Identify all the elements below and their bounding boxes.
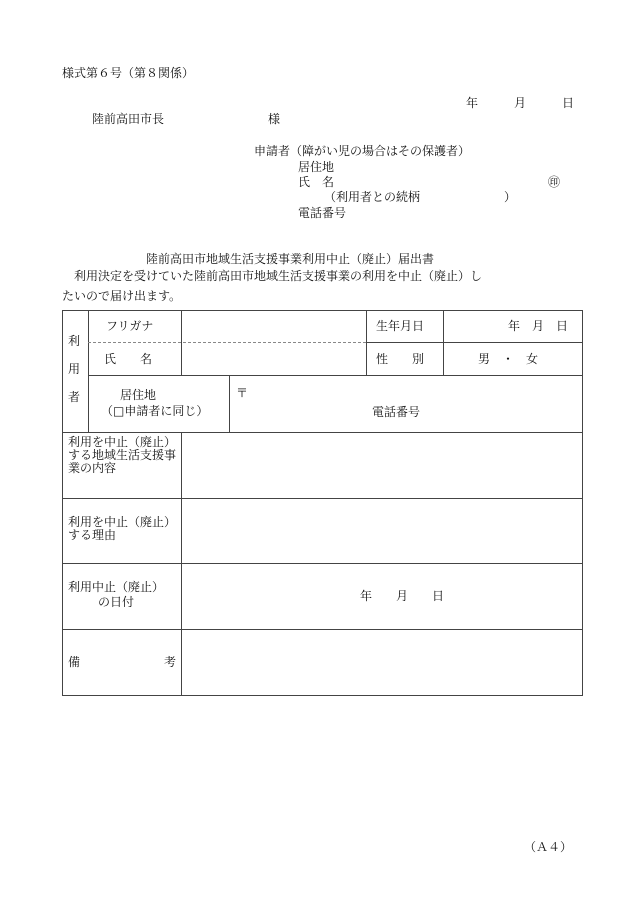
gender-value: 男 ・ 女 [478, 352, 539, 366]
honorific: 様 [268, 112, 281, 126]
form-number: 様式第６号（第８関係） [62, 66, 195, 80]
birthdate-value: 年 月 日 [508, 319, 569, 333]
user-side-label-2: 用 [68, 362, 81, 376]
addressee: 陸前高田市長 [92, 112, 165, 126]
user-address-label: 居住地 [120, 388, 157, 402]
intro-text-line-2: たいので届け出ます。 [62, 289, 182, 303]
document-title: 陸前高田市地域生活支援事業利用中止（廃止）届出書 [146, 252, 435, 266]
seal-mark: ㊞ [548, 175, 561, 189]
user-phone-label: 電話番号 [372, 405, 421, 419]
paper-size: （Ａ４） [524, 840, 573, 854]
applicant-address-label: 居住地 [298, 160, 335, 174]
intro-text-line-1: 利用決定を受けていた陸前高田市地域生活支援事業の利用を中止（廃止）し [62, 269, 483, 283]
applicant-relation: （利用者との続柄 ） [324, 190, 517, 204]
user-name-label: 氏 名 [104, 352, 153, 366]
same-as-applicant-label: （□申請者に同じ） [101, 404, 209, 418]
postal-mark: 〒 [236, 386, 249, 400]
applicant-phone-label: 電話番号 [298, 206, 347, 220]
applicant-label: 申請者（障がい児の場合はその保護者） [254, 144, 471, 158]
stop-date-value: 年 月 日 [360, 589, 445, 603]
birthdate-label: 生年月日 [376, 319, 425, 333]
user-side-label-3: 者 [68, 390, 81, 404]
stop-date-label-2: の日付 [98, 595, 135, 609]
stop-date-label-1: 利用中止（廃止） [68, 580, 165, 594]
remarks-label-1: 備 [68, 655, 81, 669]
gender-label: 性 別 [376, 352, 425, 366]
stop-reason-label: 利用を中止（廃止）する理由 [68, 515, 177, 542]
user-side-label-1: 利 [68, 334, 81, 348]
submission-date: 年 月 日 [466, 96, 575, 110]
service-content-label: 利用を中止（廃止）する地域生活支援事業の内容 [68, 435, 177, 475]
applicant-name-label: 氏 名 [298, 175, 335, 189]
furigana-label: フリガナ [106, 319, 154, 333]
remarks-label-2: 考 [164, 655, 177, 669]
